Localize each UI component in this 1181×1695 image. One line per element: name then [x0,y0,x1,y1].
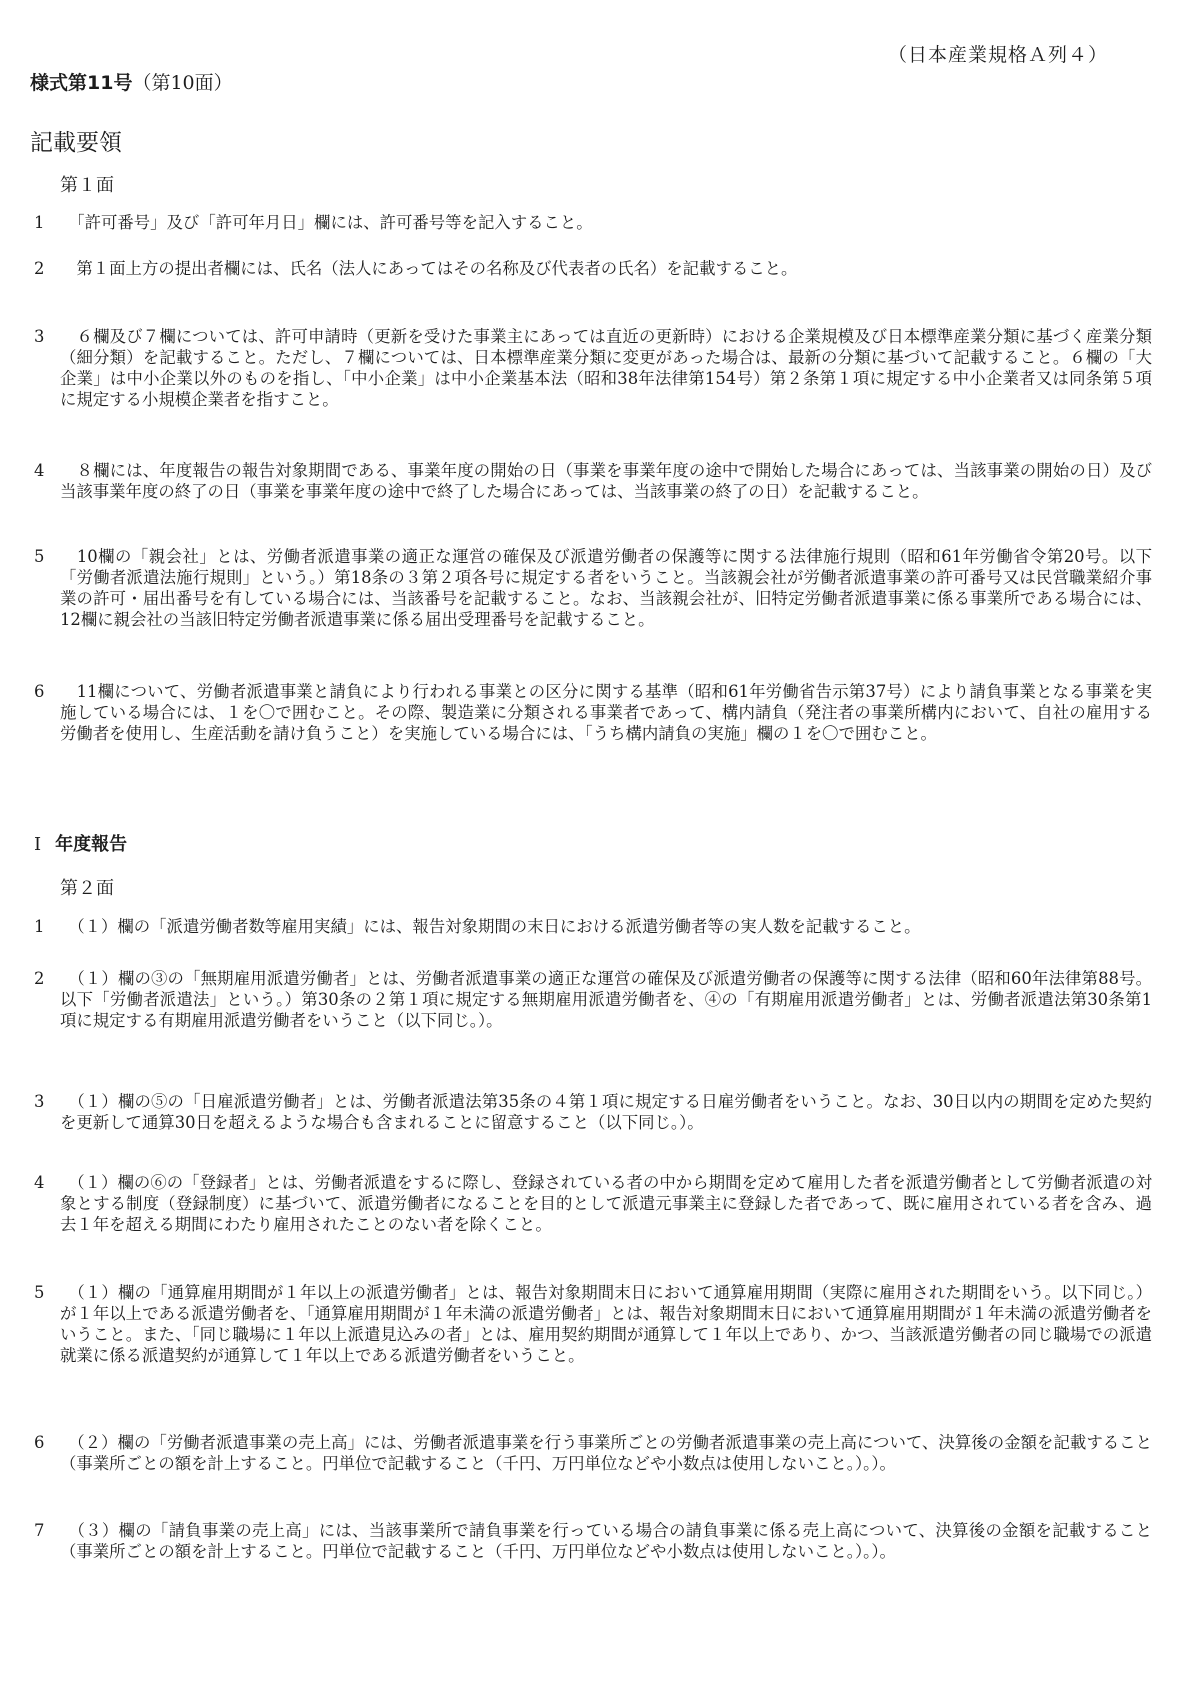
face2-item-2 [28,968,1152,1031]
item-number: 3 [34,327,45,346]
form-title [30,68,233,95]
item-number: 1 [34,917,45,936]
face1-item-1 [28,212,1152,233]
face1-item-3 [28,326,1152,410]
item-text: （２）欄の「労働者派遣事業の売上高」には、労働者派遣事業を行う事業所ごとの労働者派遣事業の売上高について、決算後の金額を記載すること（事業所ごとの額を計上すること。円単位で記載すること（千円、万円単位などや小数点は使用しないこと。）。）。 [60,1433,1152,1473]
face2-label: 第２面 [60,878,114,899]
item-number: 5 [34,547,45,566]
item-number: 3 [34,1092,45,1111]
item-text: ８欄には、年度報告の報告対象期間である、事業年度の開始の日（事業を事業年度の途中で開始した場合にあっては、当該事業の開始の日）及び当該事業年度の終了の日（事業を事業年度の途中で終了した場合にあっては、当該事業の終了の日）を記載すること。 [60,461,1152,501]
form-number: 様式第11号 [30,72,133,94]
item-text: ６欄及び７欄については、許可申請時（更新を受けた事業主にあっては直近の更新時）における企業規模及び日本標準産業分類に基づく産業分類（細分類）を記載すること。ただし、７欄については、日本標準産業分類に変更があった場合は、最新の分類に基づいて記載すること。６欄の「大企業」は中小企業以外のものを指し、「中小企業」は中小企業基本法（昭和38年法律第154号）第２条第１項に規定する中小企業者又は同条第５項に規定する小規模企業者を指すこと。 [60,327,1152,409]
item-number: 4 [34,1173,45,1192]
face2-item-1 [28,916,1152,937]
paper-size-note: （日本産業規格Ａ列４） [887,44,1108,66]
face2-item-4 [28,1172,1152,1235]
face1-label: 第１面 [60,175,114,196]
item-number: 6 [34,1433,45,1452]
item-text: 11欄について、労働者派遣事業と請負により行われる事業との区分に関する基準（昭和61年労働省告示第37号）により請負事業となる事業を実施している場合には、１を〇で囲むこと。その際、製造業に分類される事業者であって、構内請負（発注者の事業所構内において、自社の雇用する労働者を使用し、生産活動を請け負うこと）を実施している場合には、「うち構内請負の実施」欄の１を〇で囲むこと。 [60,682,1152,743]
item-number: 2 [34,259,45,278]
face2-item-5 [28,1282,1152,1366]
face2-item-7 [28,1520,1152,1562]
item-text: （１）欄の⑤の「日雇派遣労働者」とは、労働者派遣法第35条の４第１項に規定する日雇労働者をいうこと。なお、30日以内の期間を定めた契約を更新して通算30日を超えるような場合も含まれることに留意すること（以下同じ。）。 [60,1092,1152,1132]
face1-item-5 [28,546,1152,630]
face1-item-2 [28,258,1152,279]
item-number: 1 [34,213,45,232]
face2-item-6 [28,1432,1152,1474]
page-heading: 記載要領 [30,130,122,156]
item-text: （１）欄の「派遣労働者数等雇用実績」には、報告対象期間の末日における派遣労働者等の実人数を記載すること。 [60,917,921,936]
item-number: 6 [34,682,45,701]
face1-item-4 [28,460,1152,502]
item-text: （１）欄の⑥の「登録者」とは、労働者派遣をするに際し、登録されている者の中から期間を定めて雇用した者を派遣労働者として労働者派遣の対象とする制度（登録制度）に基づいて、派遣労働者になることを目的として派遣元事業主に登録した者であって、既に雇用されている者を含み、過去１年を超える期間にわたり雇用されたことのない者を除くこと。 [60,1173,1152,1234]
item-number: 5 [34,1283,45,1302]
item-text: 第１面上方の提出者欄には、氏名（法人にあってはその名称及び代表者の氏名）を記載すること。 [60,259,798,278]
face1-item-6 [28,681,1152,744]
section-heading [34,830,127,856]
section-number: Ⅰ [34,834,42,855]
item-number: 7 [34,1521,45,1540]
item-text: 10欄の「親会社」とは、労働者派遣事業の適正な運営の確保及び派遣労働者の保護等に関する法律施行規則（昭和61年労働省令第20号。以下「労働者派遣法施行規則」という。）第18条の３第２項各号に規定する者をいうこと。当該親会社が労働者派遣事業の許可番号又は民営職業紹介事業の許可・届出番号を有している場合には、当該番号を記載すること。なお、当該親会社が、旧特定労働者派遣事業に係る事業所である場合には、12欄に親会社の当該旧特定労働者派遣事業に係る届出受理番号を記載すること。 [60,547,1152,629]
item-number: 4 [34,461,45,480]
item-text: 「許可番号」及び「許可年月日」欄には、許可番号等を記入すること。 [60,213,593,232]
item-text: （１）欄の「通算雇用期間が１年以上の派遣労働者」とは、報告対象期間末日において通算雇用期間（実際に雇用された期間をいう。以下同じ。）が１年以上である派遣労働者を、「通算雇用期間が１年未満の派遣労働者」とは、報告対象期間末日において通算雇用期間が１年未満の派遣労働者をいうこと。また、「同じ職場に１年以上派遣見込みの者」とは、雇用契約期間が通算して１年以上であり、かつ、当該派遣労働者の同じ職場での派遣就業に係る派遣契約が通算して１年以上である派遣労働者をいうこと。 [60,1283,1152,1365]
item-text: （３）欄の「請負事業の売上高」には、当該事業所で請負事業を行っている場合の請負事業に係る売上高について、決算後の金額を記載すること（事業所ごとの額を計上すること。円単位で記載すること（千円、万円単位などや小数点は使用しないこと。）。）。 [60,1521,1152,1561]
item-number: 2 [34,969,45,988]
item-text: （１）欄の③の「無期雇用派遣労働者」とは、労働者派遣事業の適正な運営の確保及び派遣労働者の保護等に関する法律（昭和60年法律第88号。以下「労働者派遣法」という。）第30条の２第１項に規定する無期雇用派遣労働者を、④の「有期雇用派遣労働者」とは、労働者派遣法第30条第1項に規定する有期雇用派遣労働者をいうこと（以下同じ。）。 [60,969,1152,1030]
section-title: 年度報告 [55,834,128,855]
document-page [28,36,1152,1584]
face2-item-3 [28,1091,1152,1133]
form-face: （第10面） [132,72,233,94]
